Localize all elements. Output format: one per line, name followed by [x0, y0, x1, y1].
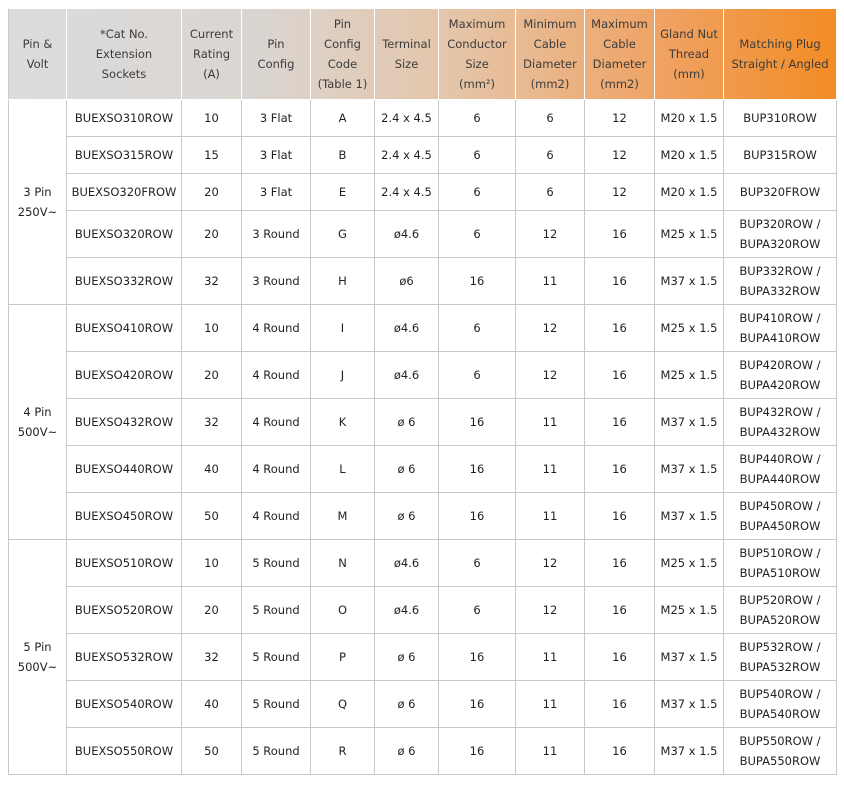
table-row: [9, 728, 837, 775]
min-cable-diameter-cell: 6: [516, 174, 585, 211]
current-rating-cell: 10: [182, 100, 242, 137]
gland-nut-thread-cell: M20 x 1.5: [655, 174, 724, 211]
matching-plug-cell: BUP440ROW / BUPA440ROW: [724, 446, 837, 493]
table-row: [9, 137, 837, 174]
pin-config-cell: 5 Round: [242, 540, 311, 587]
current-rating-cell: 20: [182, 587, 242, 634]
gland-nut-thread-cell: M37 x 1.5: [655, 634, 724, 681]
max-conductor-size-cell: 6: [439, 211, 516, 258]
header-pin-config: Pin Config: [242, 9, 311, 100]
max-conductor-size-cell: 6: [439, 100, 516, 137]
cat-no-cell: BUEXSO332ROW: [67, 258, 182, 305]
pin-config-code-cell: E: [311, 174, 375, 211]
min-cable-diameter-cell: 11: [516, 258, 585, 305]
min-cable-diameter-cell: 12: [516, 587, 585, 634]
gland-nut-thread-cell: M20 x 1.5: [655, 137, 724, 174]
pin-config-cell: 4 Round: [242, 352, 311, 399]
current-rating-cell: 50: [182, 493, 242, 540]
pin-config-cell: 3 Round: [242, 258, 311, 305]
table-row: [9, 681, 837, 728]
pin-volt-group-cell: 5 Pin 500V~: [9, 540, 67, 775]
max-conductor-size-cell: 16: [439, 681, 516, 728]
min-cable-diameter-cell: 12: [516, 305, 585, 352]
max-conductor-size-cell: 16: [439, 399, 516, 446]
terminal-size-cell: ø 6: [375, 728, 439, 775]
terminal-size-cell: 2.4 x 4.5: [375, 137, 439, 174]
cat-no-cell: BUEXSO540ROW: [67, 681, 182, 728]
min-cable-diameter-cell: 12: [516, 352, 585, 399]
current-rating-cell: 20: [182, 352, 242, 399]
matching-plug-cell: BUP315ROW: [724, 137, 837, 174]
min-cable-diameter-cell: 11: [516, 634, 585, 681]
header-cat-no: *Cat No. Extension Sockets: [67, 9, 182, 100]
cat-no-cell: BUEXSO520ROW: [67, 587, 182, 634]
header-gland-nut-thread: Gland Nut Thread (mm): [655, 9, 724, 100]
header-row: [9, 9, 837, 100]
terminal-size-cell: ø 6: [375, 493, 439, 540]
header-pin-volt: Pin & Volt: [9, 9, 67, 100]
terminal-size-cell: 2.4 x 4.5: [375, 174, 439, 211]
current-rating-cell: 20: [182, 174, 242, 211]
pin-config-cell: 3 Flat: [242, 100, 311, 137]
max-cable-diameter-cell: 12: [585, 100, 655, 137]
terminal-size-cell: ø4.6: [375, 352, 439, 399]
max-conductor-size-cell: 16: [439, 634, 516, 681]
cat-no-cell: BUEXSO440ROW: [67, 446, 182, 493]
gland-nut-thread-cell: M37 x 1.5: [655, 399, 724, 446]
pin-config-code-cell: B: [311, 137, 375, 174]
table-row: [9, 258, 837, 305]
pin-config-cell: 3 Flat: [242, 137, 311, 174]
table-header: [9, 9, 837, 100]
min-cable-diameter-cell: 11: [516, 493, 585, 540]
max-conductor-size-cell: 16: [439, 493, 516, 540]
pin-config-code-cell: M: [311, 493, 375, 540]
terminal-size-cell: ø 6: [375, 681, 439, 728]
table-row: [9, 305, 837, 352]
matching-plug-cell: BUP410ROW / BUPA410ROW: [724, 305, 837, 352]
pin-config-code-cell: R: [311, 728, 375, 775]
header-max-conductor-size: Maximum Conductor Size (mm²): [439, 9, 516, 100]
max-cable-diameter-cell: 16: [585, 446, 655, 493]
terminal-size-cell: ø4.6: [375, 587, 439, 634]
current-rating-cell: 32: [182, 634, 242, 681]
min-cable-diameter-cell: 11: [516, 728, 585, 775]
pin-config-code-cell: O: [311, 587, 375, 634]
gland-nut-thread-cell: M37 x 1.5: [655, 681, 724, 728]
pin-config-code-cell: L: [311, 446, 375, 493]
current-rating-cell: 10: [182, 305, 242, 352]
gland-nut-thread-cell: M25 x 1.5: [655, 211, 724, 258]
extension-socket-spec-table: [8, 8, 837, 775]
matching-plug-cell: BUP432ROW / BUPA432ROW: [724, 399, 837, 446]
matching-plug-cell: BUP420ROW / BUPA420ROW: [724, 352, 837, 399]
matching-plug-cell: BUP320ROW / BUPA320ROW: [724, 211, 837, 258]
pin-config-cell: 4 Round: [242, 305, 311, 352]
pin-volt-group-cell: 3 Pin 250V~: [9, 100, 67, 305]
terminal-size-cell: 2.4 x 4.5: [375, 100, 439, 137]
max-conductor-size-cell: 6: [439, 174, 516, 211]
cat-no-cell: BUEXSO532ROW: [67, 634, 182, 681]
max-conductor-size-cell: 6: [439, 540, 516, 587]
table-row: [9, 587, 837, 634]
max-cable-diameter-cell: 16: [585, 540, 655, 587]
matching-plug-cell: BUP550ROW / BUPA550ROW: [724, 728, 837, 775]
header-matching-plug: Matching Plug Straight / Angled: [724, 9, 837, 100]
pin-config-code-cell: A: [311, 100, 375, 137]
pin-config-cell: 3 Flat: [242, 174, 311, 211]
table-row: [9, 352, 837, 399]
min-cable-diameter-cell: 6: [516, 137, 585, 174]
max-conductor-size-cell: 16: [439, 446, 516, 493]
gland-nut-thread-cell: M25 x 1.5: [655, 352, 724, 399]
pin-config-code-cell: G: [311, 211, 375, 258]
gland-nut-thread-cell: M20 x 1.5: [655, 100, 724, 137]
cat-no-cell: BUEXSO550ROW: [67, 728, 182, 775]
cat-no-cell: BUEXSO315ROW: [67, 137, 182, 174]
current-rating-cell: 32: [182, 399, 242, 446]
pin-config-code-cell: P: [311, 634, 375, 681]
current-rating-cell: 40: [182, 446, 242, 493]
terminal-size-cell: ø 6: [375, 399, 439, 446]
current-rating-cell: 50: [182, 728, 242, 775]
min-cable-diameter-cell: 11: [516, 681, 585, 728]
min-cable-diameter-cell: 6: [516, 100, 585, 137]
matching-plug-cell: BUP320FROW: [724, 174, 837, 211]
pin-config-cell: 5 Round: [242, 681, 311, 728]
current-rating-cell: 32: [182, 258, 242, 305]
cat-no-cell: BUEXSO410ROW: [67, 305, 182, 352]
max-cable-diameter-cell: 12: [585, 137, 655, 174]
min-cable-diameter-cell: 11: [516, 399, 585, 446]
max-cable-diameter-cell: 16: [585, 681, 655, 728]
max-cable-diameter-cell: 16: [585, 634, 655, 681]
cat-no-cell: BUEXSO510ROW: [67, 540, 182, 587]
min-cable-diameter-cell: 11: [516, 446, 585, 493]
matching-plug-cell: BUP520ROW / BUPA520ROW: [724, 587, 837, 634]
gland-nut-thread-cell: M37 x 1.5: [655, 728, 724, 775]
pin-config-cell: 4 Round: [242, 399, 311, 446]
max-conductor-size-cell: 16: [439, 258, 516, 305]
current-rating-cell: 15: [182, 137, 242, 174]
terminal-size-cell: ø4.6: [375, 540, 439, 587]
max-conductor-size-cell: 6: [439, 587, 516, 634]
max-cable-diameter-cell: 16: [585, 352, 655, 399]
pin-config-cell: 5 Round: [242, 587, 311, 634]
table-row: [9, 493, 837, 540]
matching-plug-cell: BUP450ROW / BUPA450ROW: [724, 493, 837, 540]
max-conductor-size-cell: 6: [439, 305, 516, 352]
max-conductor-size-cell: 6: [439, 137, 516, 174]
pin-config-cell: 3 Round: [242, 211, 311, 258]
min-cable-diameter-cell: 12: [516, 540, 585, 587]
max-cable-diameter-cell: 12: [585, 174, 655, 211]
matching-plug-cell: BUP310ROW: [724, 100, 837, 137]
product-spec-table-container: [8, 8, 836, 775]
gland-nut-thread-cell: M37 x 1.5: [655, 258, 724, 305]
matching-plug-cell: BUP332ROW / BUPA332ROW: [724, 258, 837, 305]
table-row: [9, 634, 837, 681]
pin-config-code-cell: H: [311, 258, 375, 305]
gland-nut-thread-cell: M37 x 1.5: [655, 493, 724, 540]
terminal-size-cell: ø 6: [375, 634, 439, 681]
cat-no-cell: BUEXSO320FROW: [67, 174, 182, 211]
cat-no-cell: BUEXSO432ROW: [67, 399, 182, 446]
gland-nut-thread-cell: M25 x 1.5: [655, 587, 724, 634]
pin-config-cell: 4 Round: [242, 493, 311, 540]
terminal-size-cell: ø4.6: [375, 305, 439, 352]
table-row: [9, 540, 837, 587]
max-cable-diameter-cell: 16: [585, 399, 655, 446]
max-cable-diameter-cell: 16: [585, 211, 655, 258]
current-rating-cell: 20: [182, 211, 242, 258]
header-current-rating: Current Rating (A): [182, 9, 242, 100]
header-min-cable-diameter: Minimum Cable Diameter (mm2): [516, 9, 585, 100]
max-conductor-size-cell: 6: [439, 352, 516, 399]
table-row: [9, 211, 837, 258]
table-row: [9, 100, 837, 137]
pin-config-cell: 4 Round: [242, 446, 311, 493]
terminal-size-cell: ø6: [375, 258, 439, 305]
matching-plug-cell: BUP532ROW / BUPA532ROW: [724, 634, 837, 681]
terminal-size-cell: ø 6: [375, 446, 439, 493]
pin-config-code-cell: K: [311, 399, 375, 446]
current-rating-cell: 40: [182, 681, 242, 728]
max-cable-diameter-cell: 16: [585, 305, 655, 352]
pin-config-code-cell: N: [311, 540, 375, 587]
current-rating-cell: 10: [182, 540, 242, 587]
max-cable-diameter-cell: 16: [585, 493, 655, 540]
pin-config-code-cell: I: [311, 305, 375, 352]
max-cable-diameter-cell: 16: [585, 587, 655, 634]
matching-plug-cell: BUP540ROW / BUPA540ROW: [724, 681, 837, 728]
matching-plug-cell: BUP510ROW / BUPA510ROW: [724, 540, 837, 587]
gland-nut-thread-cell: M37 x 1.5: [655, 446, 724, 493]
pin-config-code-cell: J: [311, 352, 375, 399]
cat-no-cell: BUEXSO420ROW: [67, 352, 182, 399]
max-cable-diameter-cell: 16: [585, 258, 655, 305]
cat-no-cell: BUEXSO310ROW: [67, 100, 182, 137]
header-terminal-size: Terminal Size: [375, 9, 439, 100]
gland-nut-thread-cell: M25 x 1.5: [655, 305, 724, 352]
cat-no-cell: BUEXSO450ROW: [67, 493, 182, 540]
table-row: [9, 174, 837, 211]
terminal-size-cell: ø4.6: [375, 211, 439, 258]
table-row: [9, 446, 837, 493]
table-body: [9, 100, 837, 775]
min-cable-diameter-cell: 12: [516, 211, 585, 258]
pin-config-cell: 5 Round: [242, 728, 311, 775]
max-conductor-size-cell: 16: [439, 728, 516, 775]
pin-config-code-cell: Q: [311, 681, 375, 728]
max-cable-diameter-cell: 16: [585, 728, 655, 775]
cat-no-cell: BUEXSO320ROW: [67, 211, 182, 258]
header-max-cable-diameter: Maximum Cable Diameter (mm2): [585, 9, 655, 100]
header-pin-config-code: Pin Config Code (Table 1): [311, 9, 375, 100]
table-row: [9, 399, 837, 446]
pin-volt-group-cell: 4 Pin 500V~: [9, 305, 67, 540]
pin-config-cell: 5 Round: [242, 634, 311, 681]
gland-nut-thread-cell: M25 x 1.5: [655, 540, 724, 587]
